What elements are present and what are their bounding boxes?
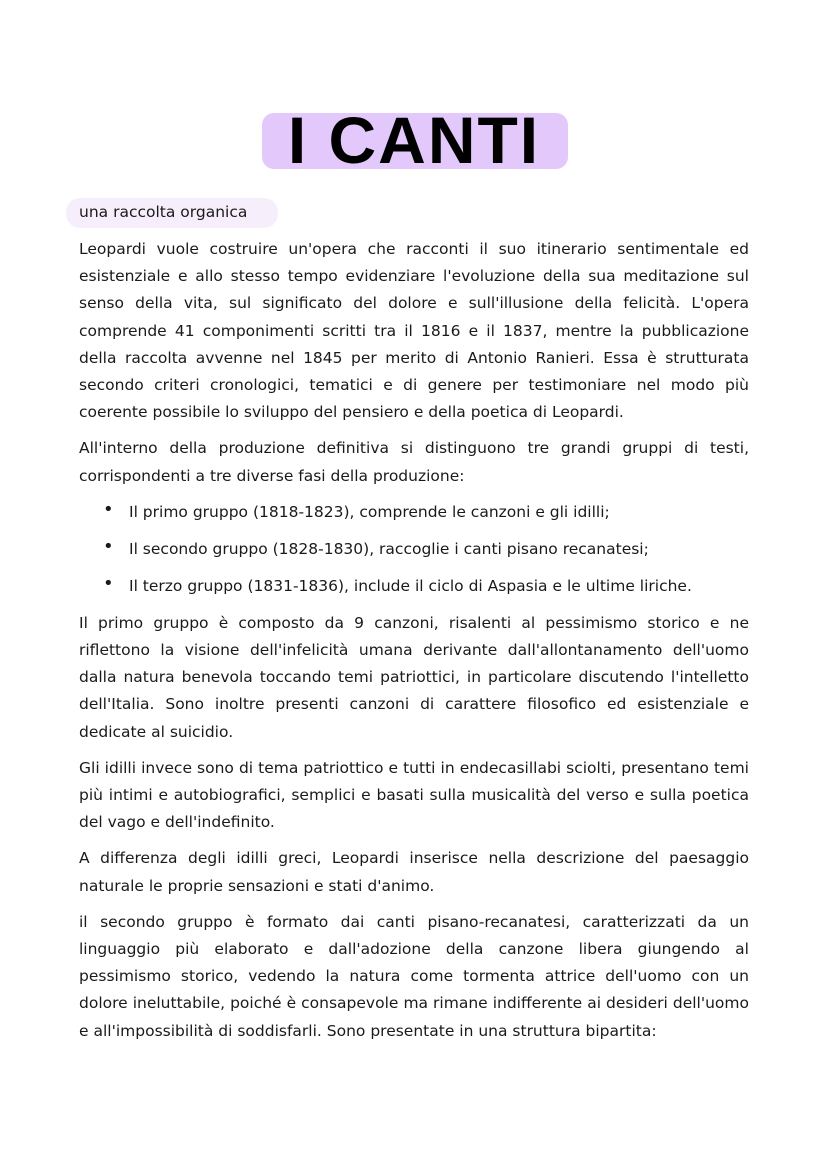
paragraph-body-2: Gli idilli invece sono di tema patriottico e tutti in endecasillabi sciolti, presentano temi più intimi e autobiografici, semplici e basati sulla musicalità del verso e sulla poetica del vago e dell'indefinito.	[79, 758, 749, 832]
paragraph-body-4: il secondo gruppo è formato dai canti pisano-recanatesi, caratterizzati da un linguaggio più elaborato e dall'adozione della canzone libera giungendo al pessimismo storico, vedendo la natura come tormenta attrice dell'uomo con un dolore ineluttabile, poiché è consapevole ma rimane indifferente ai desideri dell'uomo e all'impossibilità di soddisfarli. Sono presentate in una struttura bipartita:	[79, 912, 749, 1040]
paragraph-body-1: Il primo gruppo è composto da 9 canzoni, risalenti al pessimismo storico e ne riflettono la visione dell'infelicità umana derivante dall'allontanamento dell'uomo dalla natura benevola toccando temi patriottici, in particolare discutendo l'intelletto dell'Italia. Sono inoltre presenti canzoni di carattere filosofico ed esistenziale e dedicate al suicidio.	[79, 613, 749, 741]
section-subtitle: una raccolta organica	[79, 203, 248, 221]
list-item	[79, 536, 749, 563]
page-title: I CANTI	[287, 103, 541, 177]
document-body	[79, 236, 749, 1054]
paragraph-intro-1: Leopardi vuole costruire un'opera che racconti il suo itinerario sentimentale ed esistenziale e allo stesso tempo evidenziare l'evoluzione della sua meditazione sul senso della vita, sul significato del dolore e sull'illusione della felicità. L'opera comprende 41 componimenti scritti tra il 1816 e il 1837, mentre la pubblicazione della raccolta avvenne nel 1845 per merito di Antonio Ranieri. Essa è strutturata secondo criteri cronologici, tematici e di genere per testimoniare nel modo più coerente possibile lo sviluppo del pensiero e della poetica di Leopardi.	[79, 240, 749, 422]
paragraph-body-3: A differenza degli idilli greci, Leopardi inserisce nella descrizione del paesaggio naturale le proprie sensazioni e stati d'animo.	[79, 849, 749, 895]
list-item-text: Il secondo gruppo (1828-1830), raccoglie i canti pisano recanatesi;	[129, 539, 649, 558]
list-item-text: Il primo gruppo (1818-1823), comprende le canzoni e gli idilli;	[129, 502, 610, 521]
paragraph-intro-2: All'interno della produzione definitiva si distinguono tre grandi gruppi di testi, corrispondenti a tre diverse fasi della produzione:	[79, 439, 749, 485]
bullet-icon: •	[103, 535, 114, 557]
bullet-icon: •	[103, 498, 114, 520]
list-item	[79, 573, 749, 600]
list-item	[79, 499, 749, 526]
bullet-list	[79, 499, 749, 600]
list-item-text: Il terzo gruppo (1831-1836), include il ciclo di Aspasia e le ultime liriche.	[129, 576, 692, 595]
bullet-icon: •	[103, 572, 114, 594]
